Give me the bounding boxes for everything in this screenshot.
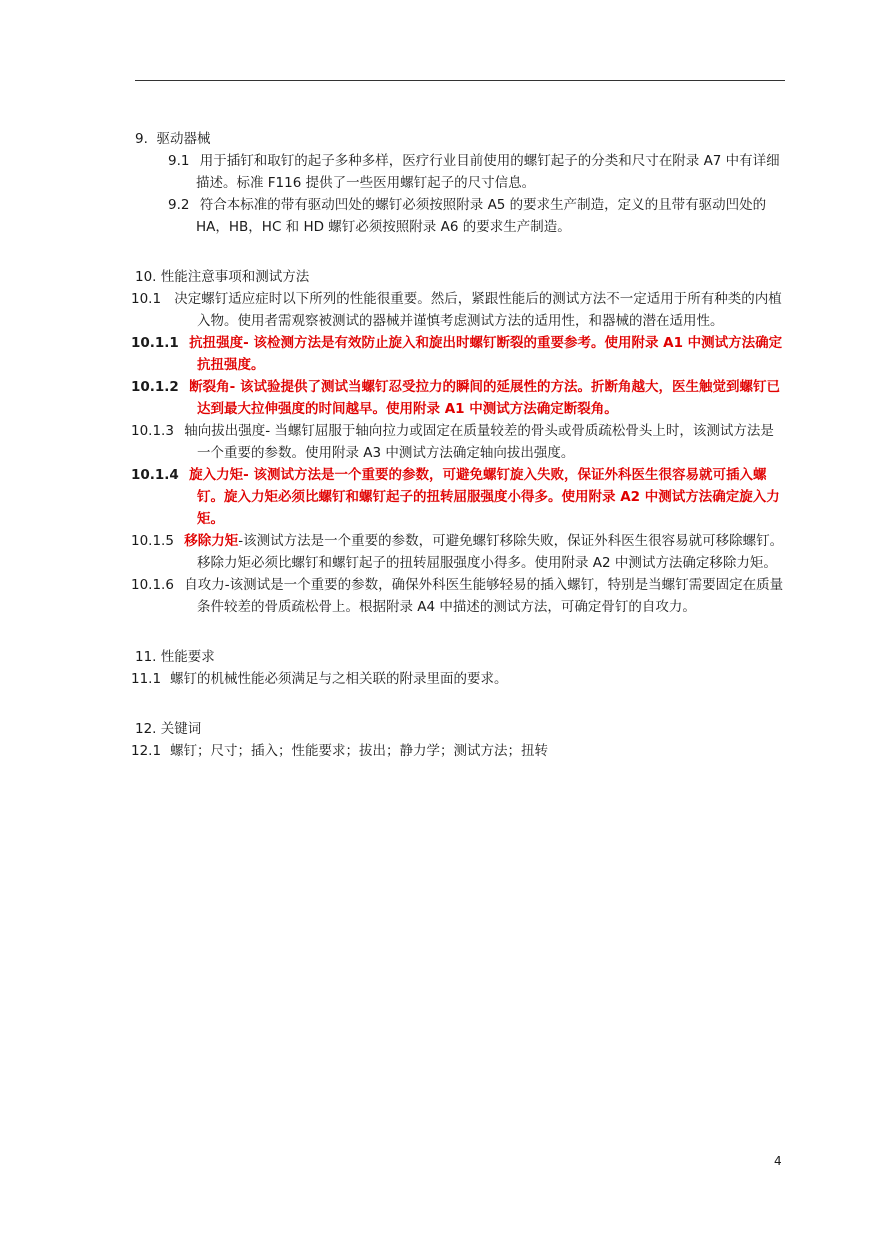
paragraph-number: 9.2 xyxy=(168,197,190,213)
item-number: 10.1.3 xyxy=(131,423,174,439)
section-11-heading: 11. 性能要求 xyxy=(135,649,215,665)
item-10-1-1 xyxy=(131,332,785,376)
item-10-1-2 xyxy=(131,376,785,420)
paragraph-9-1 xyxy=(159,150,785,194)
item-number: 10.1.4 xyxy=(131,467,179,483)
paragraph-10-1: 10.1 决定螺钉适应症时以下所列的性能很重要。然后，紧跟性能后的测试方法不一定适用于所有种类的内植入物。使用者需观察被测试的器械并谨慎考虑测试方法的适用性，和器械的潜在适用性。 xyxy=(131,291,782,329)
paragraph-text: 螺钉的机械性能必须满足与之相关联的附录里面的要求。 xyxy=(170,671,508,687)
item-10-1-6 xyxy=(131,574,785,618)
section-9 xyxy=(135,128,785,238)
document-body xyxy=(131,128,785,776)
paragraph-9-2 xyxy=(159,194,785,238)
paragraph-number: 9.1 xyxy=(168,153,190,169)
item-number: 10.1.1 xyxy=(131,335,179,351)
paragraph-11-1: 11.1 螺钉的机械性能必须满足与之相关联的附录里面的要求。 xyxy=(131,671,508,687)
section-12-heading: 12. 关键词 xyxy=(135,721,202,737)
item-10-1-3 xyxy=(131,420,785,464)
item-highlight: 移除力矩 xyxy=(184,533,239,549)
section-9-heading: 9. 驱动器械 xyxy=(135,131,211,147)
item-10-1-4 xyxy=(131,464,785,530)
section-12 xyxy=(131,718,785,762)
item-number: 10.1.5 xyxy=(131,533,174,549)
page-number: 4 xyxy=(774,1154,782,1168)
section-11 xyxy=(131,646,785,690)
item-text: 自攻力-该测试是一个重要的参数，确保外科医生能够轻易的插入螺钉，特别是当螺钉需要固定在质量条件较差的骨质疏松骨上。根据附录 A4 中描述的测试方法，可确定骨钉的自攻力。 xyxy=(184,577,784,615)
item-number: 10.1.2 xyxy=(131,379,179,395)
item-text: 断裂角- 该试验提供了测试当螺钉忍受拉力的瞬间的延展性的方法。折断角越大，医生触觉到螺钉已达到最大拉伸强度的时间越早。使用附录 A1 中测试方法确定断裂角。 xyxy=(189,379,780,417)
item-text: 旋入力矩- 该测试方法是一个重要的参数，可避免螺钉旋入失败，保证外科医生很容易就可插入螺钉。旋入力矩必须比螺钉和螺钉起子的扭转屈服强度小得多。使用附录 A2 中测试方法确定旋入力矩。 xyxy=(189,467,780,527)
paragraph-text: 用于插钉和取钉的起子多种多样，医疗行业目前使用的螺钉起子的分类和尺寸在附录 A7 中有详细描述。标准 F116 提供了一些医用螺钉起子的尺寸信息。 xyxy=(196,153,780,191)
item-number: 10.1.6 xyxy=(131,577,174,593)
item-10-1-5 xyxy=(131,530,785,574)
paragraph-text: 螺钉；尺寸；插入；性能要求；拔出；静力学；测试方法；扭转 xyxy=(170,743,548,759)
paragraph-12-1: 12.1 螺钉；尺寸；插入；性能要求；拔出；静力学；测试方法；扭转 xyxy=(131,743,548,759)
header-rule xyxy=(135,80,785,81)
section-10-heading: 10. 性能注意事项和测试方法 xyxy=(135,269,310,285)
paragraph-text: 符合本标准的带有驱动凹处的螺钉必须按照附录 A5 的要求生产制造，定义的且带有驱动凹处的 HA，HB，HC 和 HD 螺钉必须按照附录 A6 的要求生产制造。 xyxy=(196,197,767,235)
item-text: 轴向拔出强度- 当螺钉屈服于轴向拉力或固定在质量较差的骨头或骨质疏松骨头上时，该测试方法是一个重要的参数。使用附录 A3 中测试方法确定轴向拔出强度。 xyxy=(184,423,774,461)
item-text: 抗扭强度- 该检测方法是有效防止旋入和旋出时螺钉断裂的重要参考。使用附录 A1 中测试方法确定抗扭强度。 xyxy=(189,335,783,373)
item-text: -该测试方法是一个重要的参数，可避免螺钉移除失败，保证外科医生很容易就可移除螺钉。移除力矩必须比螺钉和螺钉起子的扭转屈服强度小得多。使用附录 A2 中测试方法确定移除力矩。 xyxy=(197,533,784,571)
paragraph-text: 决定螺钉适应症时以下所列的性能很重要。然后，紧跟性能后的测试方法不一定适用于所有种类的内植入物。使用者需观察被测试的器械并谨慎考虑测试方法的适用性，和器械的潜在适用性。 xyxy=(174,291,782,329)
section-10 xyxy=(131,266,785,618)
